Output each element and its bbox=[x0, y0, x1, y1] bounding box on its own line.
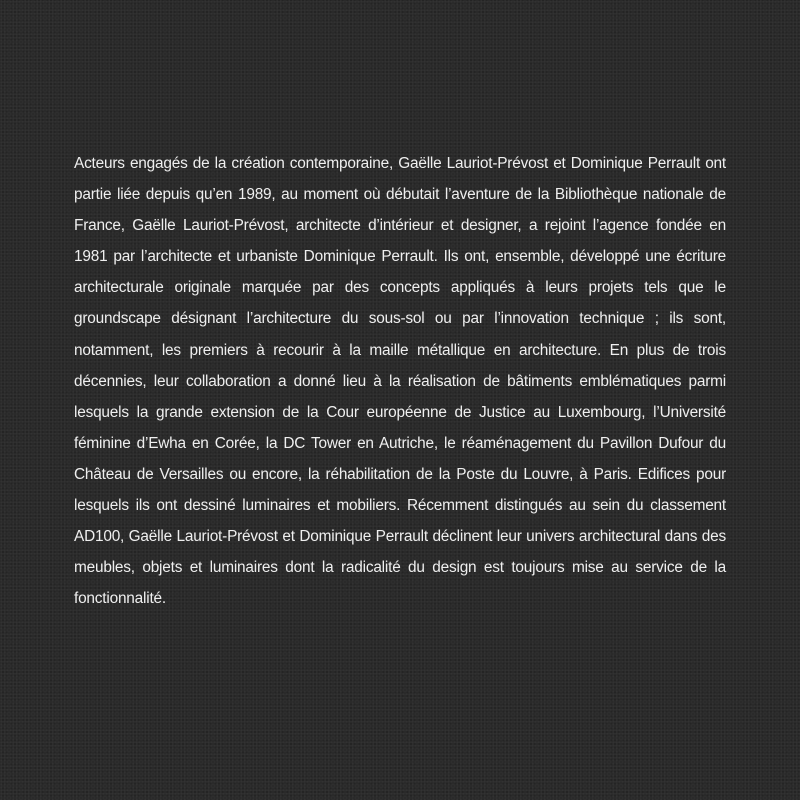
body-paragraph: Acteurs engagés de la création contemporaine, Gaëlle Lauriot-Prévost et Dominique Perrault ont partie liée depuis qu’en 1989, au moment où débutait l’aventure de la Bibliothèque nationale de France, Gaëlle Lauriot-Prévost, architecte d’intérieur et designer, a rejoint l’agence fondée en 1981 par l’architecte et urbaniste Dominique Perrault. Ils ont, ensemble, développé une écriture architecturale originale marquée par des concepts appliqués à leurs projets tels que le groundscape désignant l’architecture du sous-sol ou par l’innovation technique ; ils sont, notamment, les premiers à recourir à la maille métallique en architecture. En plus de trois décennies, leur collaboration a donné lieu à la réalisation de bâtiments emblématiques parmi lesquels la grande extension de la Cour européenne de Justice au Luxembourg, l’Université féminine d’Ewha en Corée, la DC Tower en Autriche, le réaménagement du Pavillon Dufour du Château de Versailles ou encore, la réhabilitation de la Poste du Louvre, à Paris. Edifices pour lesquels ils ont dessiné luminaires et mobiliers. Récemment distingués au sein du classement AD100, Gaëlle Lauriot-Prévost et Dominique Perrault déclinent leur univers architectural dans des meubles, objets et luminaires dont la radicalité du design est toujours mise au service de la fonctionnalité. bbox=[74, 155, 726, 608]
